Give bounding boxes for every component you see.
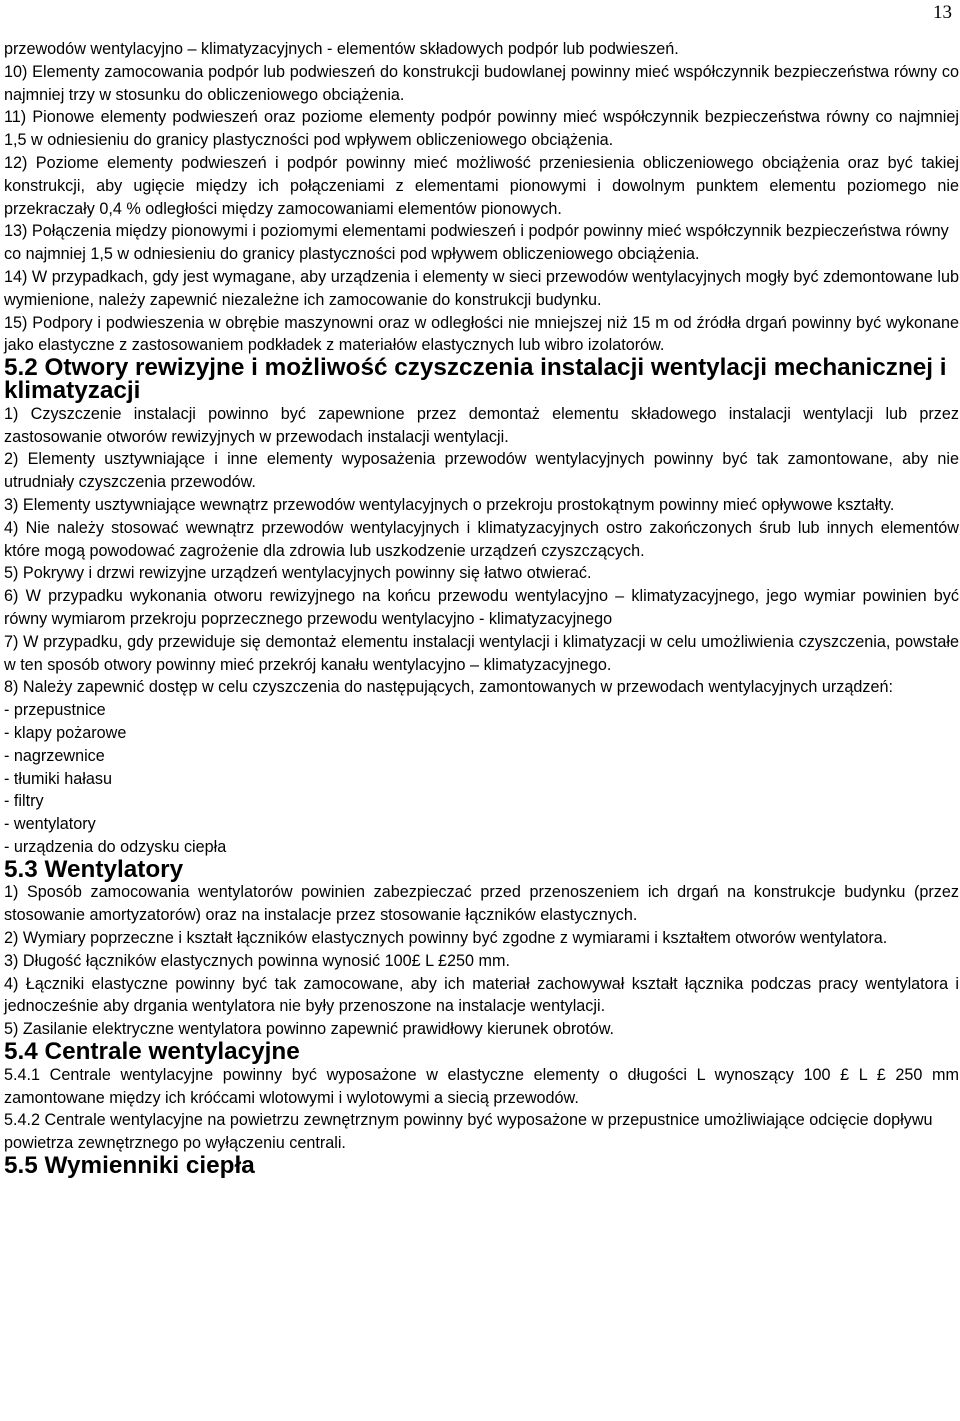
paragraph-14: 14) W przypadkach, gdy jest wymagane, aby urządzenia i elementy w sieci przewodów wentylacyjnych mogły być zdemontowane lub wymienione, należy zapewnić niezależne ich zamocowanie do konstrukcji budynku. — [4, 267, 959, 309]
paragraph-13: 13) Połączenia między pionowymi i poziomymi elementami podwieszeń i podpór powinny mieć współczynnik bezpieczeństwa równy co najmniej 1,5 w odniesieniu do granicy plastyczności pod wpływem obliczeniowego obciążenia. — [4, 222, 949, 264]
list-item: - przepustnice — [4, 701, 106, 720]
list-item: - tłumiki hałasu — [4, 769, 112, 788]
section-heading-5-5: 5.5 Wymienniki ciepła — [4, 1152, 255, 1180]
page-number: 13 — [933, 2, 952, 23]
paragraph-5-2-2: 2) Elementy usztywniające i inne elementy wyposażenia przewodów wentylacyjnych powinny być tak zamontowane, aby nie utrudniały czyszczenia przewodów. — [4, 450, 959, 492]
paragraph-continuation: przewodów wentylacyjno – klimatyzacyjnych - elementów składowych podpór lub podwieszeń. — [4, 40, 679, 58]
paragraph-5-2-6: 6) W przypadku wykonania otworu rewizyjnego na końcu przewodu wentylacyjno – klimatyzacyjnego, jego wymiar powinien być równy wymiarom przekroju poprzecznego przewodu wentylacyjno - klimatyzacyjnego — [4, 587, 959, 628]
paragraph-5-4-2: 5.4.2 Centrale wentylacyjne na powietrzu zewnętrznym powinny być wyposażone w przepustnice umożliwiające odcięcie dopływu powietrza zewnętrznego po wyłączeniu centrali. — [4, 1111, 933, 1153]
list-item: - wentylatory — [4, 815, 96, 834]
document-body — [4, 38, 959, 1178]
list-item: - filtry — [4, 792, 44, 811]
paragraph-5-3-2: 2) Wymiary poprzeczne i kształt łączników elastycznych powinny być zgodne z wymiarami i kształtem otworów wentylatora. — [4, 929, 888, 948]
paragraph-5-2-4: 4) Nie należy stosować wewnątrz przewodów wentylacyjnych i klimatyzacyjnych ostro zakończonych śrub lub innych elementów które mogą powodować zagrożenie dla zdrowia lub uszkodzenie urządzeń czyszczących. — [4, 518, 959, 560]
paragraph-10: 10) Elementy zamocowania podpór lub podwieszeń do konstrukcji budowlanej powinny mieć współczynnik bezpieczeństwa równy co najmniej trzy w stosunku do obliczeniowego obciążenia. — [4, 62, 959, 104]
paragraph-5-2-8: 8) Należy zapewnić dostęp w celu czyszczenia do następujących, zamontowanych w przewodach wentylacyjnych urządzeń: — [4, 678, 893, 697]
section-heading-5-2: 5.2 Otwory rewizyjne i możliwość czyszczenia instalacji wentylacji mechanicznej i klimatyzacji — [4, 354, 947, 404]
devices-list — [4, 699, 959, 859]
list-item: - urządzenia do odzysku ciepła — [4, 837, 227, 856]
paragraph-5-2-7: 7) W przypadku, gdy przewiduje się demontaż elementu instalacji wentylacji i klimatyzacji w celu umożliwienia czyszczenia, powstałe w ten sposób otwory powinny mieć przekrój kanału wentylacyjno – klimatyzacyjnego. — [4, 632, 959, 674]
paragraph-5-2-1: 1) Czyszczenie instalacji powinno być zapewnione przez demontaż elementu składowego instalacji wentylacji lub przez zastosowanie otworów rewizyjnych w przewodach instalacji wentylacji. — [4, 404, 959, 446]
paragraph-12: 12) Poziome elementy podwieszeń i podpór powinny mieć możliwość przeniesienia obliczeniowego obciążenia oraz być takiej konstrukcji, aby ugięcie między ich połączeniami z elementami pionowymi i dowolnym punktem elementu poziomego nie przekraczały 0,4 % odległości między zamocowaniami elementów pionowych. — [4, 153, 959, 218]
list-item: - klapy pożarowe — [4, 723, 127, 742]
paragraph-5-3-5: 5) Zasilanie elektryczne wentylatora powinno zapewnić prawidłowy kierunek obrotów. — [4, 1020, 615, 1039]
paragraph-5-3-3: 3) Długość łączników elastycznych powinna wynosić 100£ L £250 mm. — [4, 951, 510, 970]
paragraph-11: 11) Pionowe elementy podwieszeń oraz poziome elementy podpór powinny mieć współczynnik bezpieczeństwa równy co najmniej 1,5 w odniesieniu do granicy plastyczności pod wpływem obliczeniowego obciążenia. — [4, 108, 959, 150]
paragraph-5-2-5: 5) Pokrywy i drzwi rewizyjne urządzeń wentylacyjnych powinny się łatwo otwierać. — [4, 564, 592, 583]
list-item: - nagrzewnice — [4, 746, 105, 765]
paragraph-5-4-1: 5.4.1 Centrale wentylacyjne powinny być wyposażone w elastyczne elementy o długości L wynoszący 100 £ L £ 250 mm zamontowane między ich króćcami wlotowymi i wylotowymi a siecią przewodów. — [4, 1065, 959, 1107]
paragraph-15: 15) Podpory i podwieszenia w obrębie maszynowni oraz w odległości nie mniejszej niż 15 m od źródła drgań powinny być wykonane jako elastyczne z zastosowaniem podkładek z materiałów elastycznych lub wibro izolatorów. — [4, 313, 959, 355]
paragraph-5-3-1: 1) Sposób zamocowania wentylatorów powinien zabezpieczać przed przenoszeniem ich drgań na konstrukcje budynku (przez stosowanie amortyzatorów) oraz na instalacje przez stosowanie łączników elastycznych. — [4, 883, 959, 925]
paragraph-5-3-4: 4) Łączniki elastyczne powinny być tak zamocowane, aby ich materiał zachowywał kształt łącznika podczas pracy wentylatora i jednocześnie aby drgania wentylatora nie były przenoszone na instalacje wentylacji. — [4, 974, 959, 1016]
section-heading-5-3: 5.3 Wentylatory — [4, 855, 184, 883]
section-heading-5-4: 5.4 Centrale wentylacyjne — [4, 1038, 300, 1066]
paragraph-5-2-3: 3) Elementy usztywniające wewnątrz przewodów wentylacyjnych o przekroju prostokątnym powinny mieć opływowe kształty. — [4, 495, 895, 514]
